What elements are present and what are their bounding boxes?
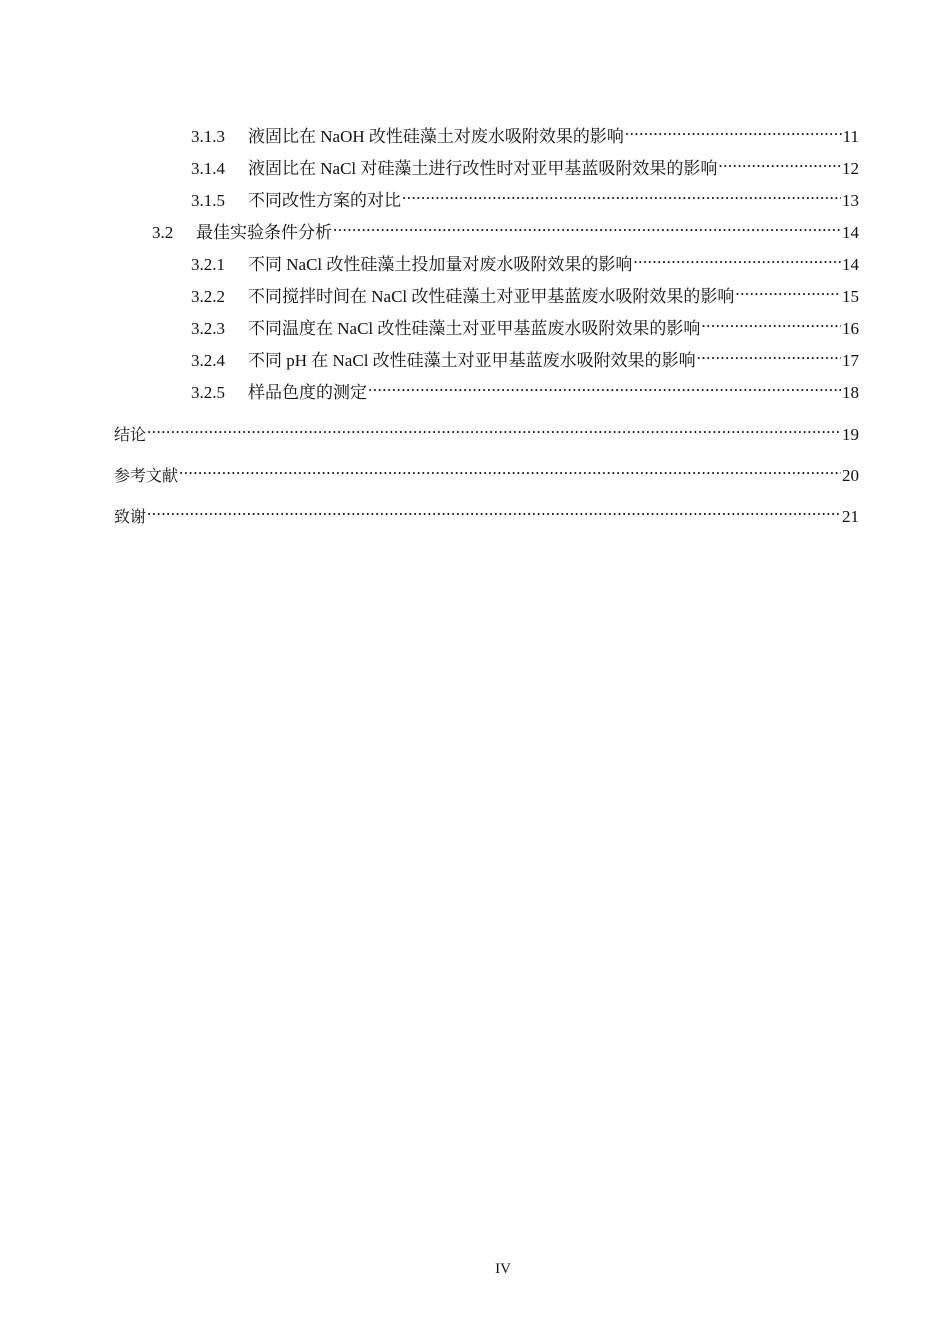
toc-entry-page: 14 <box>842 223 859 242</box>
toc-entry-title: 液固比在 NaOH 改性硅藻土对废水吸附效果的影响 <box>248 127 624 146</box>
toc-entry-page: 20 <box>842 466 859 485</box>
page-number: IV <box>495 1261 511 1277</box>
toc-entry-3-1-4[interactable] <box>191 150 859 178</box>
toc-entry-page: 16 <box>842 319 859 338</box>
toc-entry-number: 3.2.1 <box>191 255 225 274</box>
toc-entry-number: 3.2.2 <box>191 287 225 306</box>
toc-dot-leader <box>735 278 841 302</box>
toc-dot-leader <box>147 416 841 440</box>
toc-entry-3-2-2[interactable] <box>191 278 859 306</box>
toc-entry-page: 12 <box>842 159 859 178</box>
toc-entry-page: 18 <box>842 383 859 402</box>
toc-entry-page: 15 <box>842 287 859 306</box>
toc-entry-page: 14 <box>842 255 859 274</box>
toc-entry-title: 不同 pH 在 NaCl 改性硅藻土对亚甲基蓝废水吸附效果的影响 <box>248 351 696 370</box>
toc-entry-title: 不同 NaCl 改性硅藻土投加量对废水吸附效果的影响 <box>248 255 633 274</box>
toc-entry-number: 3.2.4 <box>191 351 225 370</box>
toc-entry-title: 结论 <box>114 425 147 444</box>
toc-entry-page: 21 <box>842 507 859 526</box>
toc-entry-number: 3.2.3 <box>191 319 225 338</box>
toc-dot-leader <box>402 182 841 206</box>
toc-entry-title: 参考文献 <box>114 466 179 485</box>
toc-entry-title: 不同搅拌时间在 NaCl 改性硅藻土对亚甲基蓝废水吸附效果的影响 <box>248 287 735 306</box>
toc-entry-3-1-3[interactable] <box>191 118 859 146</box>
toc-dot-leader <box>179 457 841 481</box>
toc-dot-leader <box>697 342 841 366</box>
toc-dot-leader <box>625 118 842 142</box>
toc-entry-acknowledgements[interactable] <box>114 498 859 526</box>
toc-entry-number: 3.1.3 <box>191 127 225 146</box>
toc-entry-number: 3.2.5 <box>191 383 225 402</box>
toc-entry-number: 3.1.4 <box>191 159 225 178</box>
toc-dot-leader <box>147 498 841 522</box>
toc-dot-leader <box>718 150 841 174</box>
toc-entry-number: 3.2 <box>152 223 174 242</box>
toc-entry-page: 11 <box>842 127 859 146</box>
toc-entry-3-2-3[interactable] <box>191 310 859 338</box>
toc-entry-title: 样品色度的测定 <box>248 383 367 402</box>
toc-entry-title: 最佳实验条件分析 <box>196 223 332 242</box>
toc-entry-title: 不同温度在 NaCl 改性硅藻土对亚甲基蓝废水吸附效果的影响 <box>248 319 701 338</box>
page-footer <box>0 1261 950 1278</box>
toc-dot-leader <box>333 214 841 238</box>
toc-entry-3-2-5[interactable] <box>191 374 859 402</box>
toc-entry-conclusion[interactable] <box>114 416 859 444</box>
toc-entry-title: 不同改性方案的对比 <box>248 191 401 210</box>
toc-dot-leader <box>701 310 841 334</box>
toc-entry-number: 3.1.5 <box>191 191 225 210</box>
toc-entry-title: 液固比在 NaCl 对硅藻土进行改性时对亚甲基蓝吸附效果的影响 <box>248 159 718 178</box>
toc-dot-leader <box>633 246 841 270</box>
toc-entry-3-1-5[interactable] <box>191 182 859 210</box>
toc-entry-references[interactable] <box>114 457 859 485</box>
toc-entry-page: 13 <box>842 191 859 210</box>
toc-dot-leader <box>368 374 841 398</box>
toc-entry-3-2-4[interactable] <box>191 342 859 370</box>
toc-entry-page: 19 <box>842 425 859 444</box>
toc-entry-3-2-1[interactable] <box>191 246 859 274</box>
toc-entry-page: 17 <box>842 351 859 370</box>
toc-entry-title: 致谢 <box>114 507 147 526</box>
toc-entry-3-2[interactable] <box>152 214 859 242</box>
